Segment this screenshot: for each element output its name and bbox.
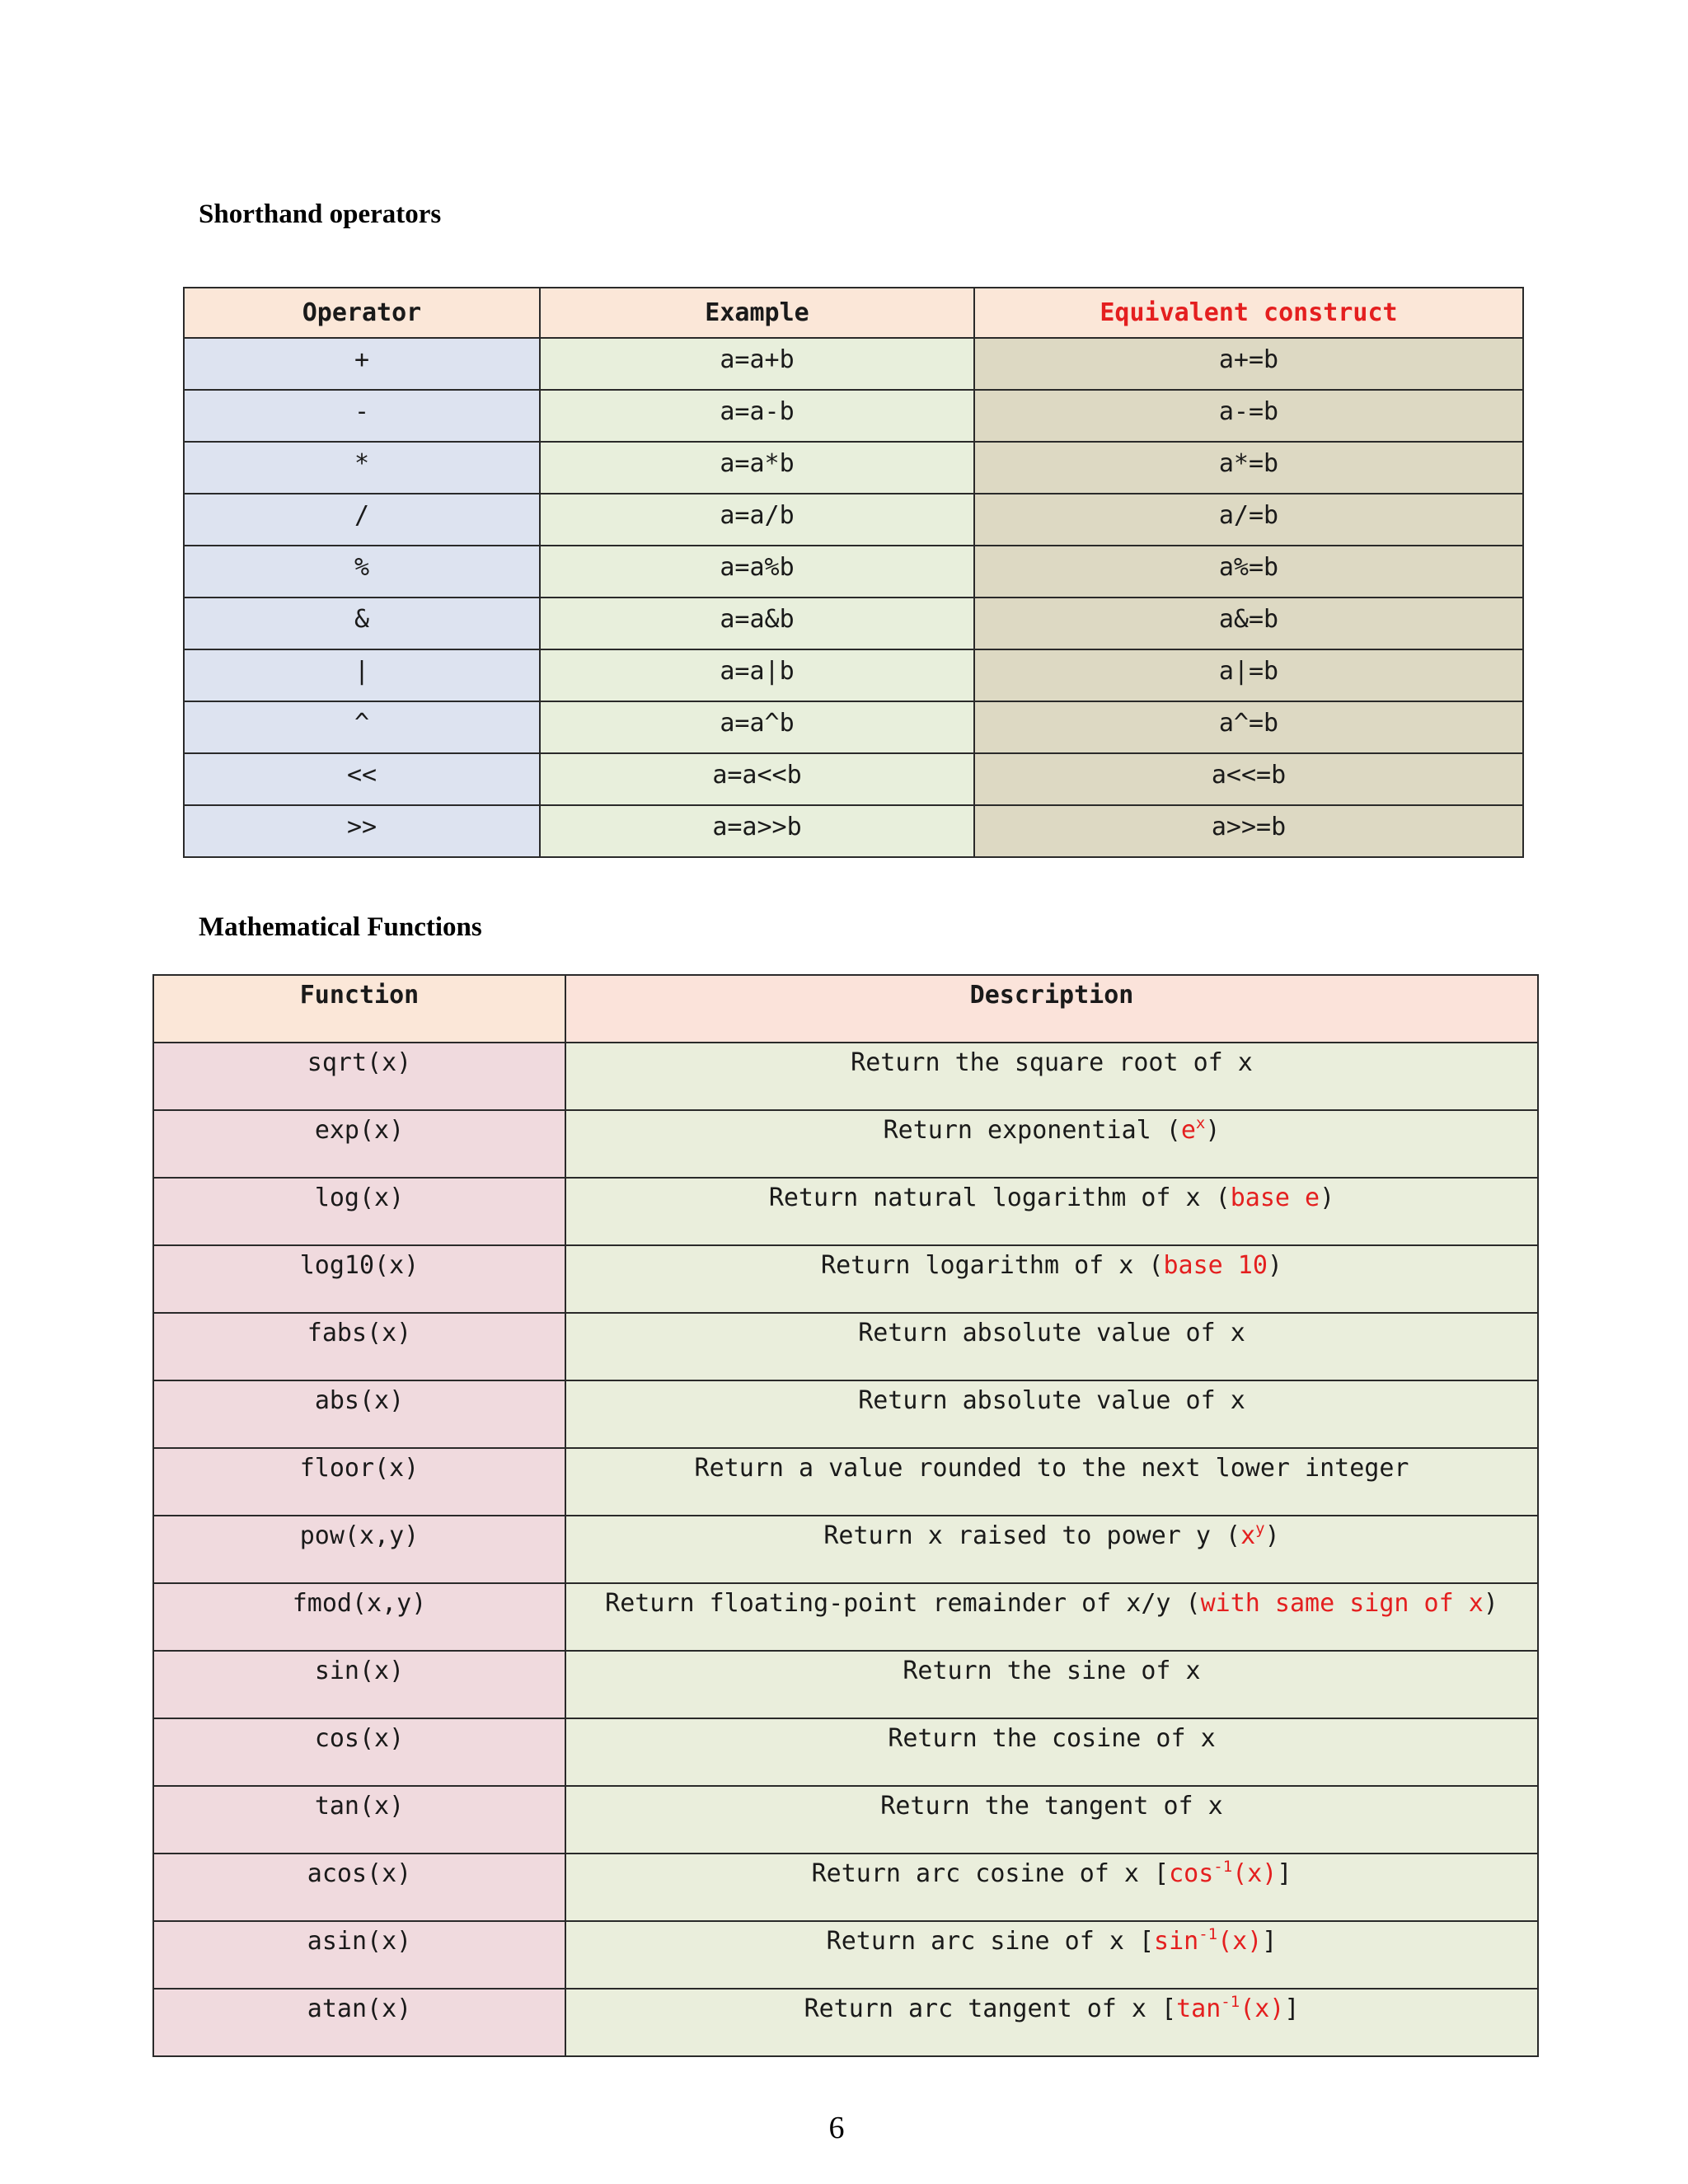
operator-cell: &: [184, 598, 540, 649]
example-cell: a=a&b: [540, 598, 974, 649]
description-cell: [565, 1718, 1538, 1786]
description-cell: [565, 1651, 1538, 1718]
description-cell: [565, 1583, 1538, 1651]
header-operator: Operator: [184, 288, 540, 338]
description-text: Return a value rounded to the next lower integer: [694, 1454, 1409, 1483]
description-text: ]: [1277, 1859, 1292, 1888]
operator-cell: +: [184, 338, 540, 390]
description-text: Return x raised to power y (: [823, 1521, 1241, 1550]
table-row: [153, 1380, 1538, 1448]
table-row: [153, 1786, 1538, 1854]
table-row: [153, 1178, 1538, 1245]
description-text: ): [1264, 1521, 1280, 1550]
table-header-row: [153, 975, 1538, 1043]
equivalent-cell: a-=b: [974, 390, 1523, 442]
description-cell: [565, 1921, 1538, 1989]
description-cell: [565, 1854, 1538, 1921]
table-row: [184, 390, 1523, 442]
example-cell: a=a-b: [540, 390, 974, 442]
description-text: Return the cosine of x: [888, 1724, 1216, 1753]
function-cell: sqrt(x): [153, 1043, 565, 1110]
example-cell: a=a%b: [540, 546, 974, 598]
table-row: [184, 442, 1523, 494]
function-cell: atan(x): [153, 1989, 565, 2056]
highlight-text: (x): [1217, 1927, 1263, 1956]
operator-cell: >>: [184, 805, 540, 857]
highlight-text: x: [1240, 1521, 1256, 1550]
description-cell: [565, 1043, 1538, 1110]
function-cell: floor(x): [153, 1448, 565, 1516]
function-cell: tan(x): [153, 1786, 565, 1854]
table-row: [153, 1313, 1538, 1380]
equivalent-cell: a%=b: [974, 546, 1523, 598]
header-description: Description: [565, 975, 1538, 1043]
description-cell: [565, 1989, 1538, 2056]
shorthand-operators-table: [183, 287, 1524, 858]
section-title-shorthand: Shorthand operators: [199, 199, 442, 229]
highlight-text: with same sign of x: [1200, 1589, 1484, 1618]
table-row: [153, 1583, 1538, 1651]
equivalent-cell: a*=b: [974, 442, 1523, 494]
function-cell: pow(x,y): [153, 1516, 565, 1583]
description-text: Return the square root of x: [851, 1048, 1253, 1077]
description-cell: [565, 1448, 1538, 1516]
function-cell: log10(x): [153, 1245, 565, 1313]
description-text: Return arc cosine of x [: [811, 1859, 1170, 1888]
function-cell: asin(x): [153, 1921, 565, 1989]
operator-cell: <<: [184, 753, 540, 805]
operator-cell: %: [184, 546, 540, 598]
function-cell: abs(x): [153, 1380, 565, 1448]
table-row: [153, 1718, 1538, 1786]
superscript-text: -1: [1198, 1925, 1218, 1943]
description-cell: [565, 1380, 1538, 1448]
description-cell: [565, 1178, 1538, 1245]
highlight-text: (x): [1240, 1994, 1285, 2023]
equivalent-cell: a/=b: [974, 494, 1523, 546]
function-cell: acos(x): [153, 1854, 565, 1921]
function-cell: exp(x): [153, 1110, 565, 1178]
description-text: Return natural logarithm of x (: [768, 1183, 1231, 1212]
equivalent-cell: a|=b: [974, 649, 1523, 701]
description-text: Return arc tangent of x [: [804, 1994, 1177, 2023]
operator-cell: /: [184, 494, 540, 546]
superscript-text: -1: [1213, 1858, 1233, 1876]
table-row: [153, 1651, 1538, 1718]
math-functions-table: [152, 974, 1539, 2057]
table-row: [184, 546, 1523, 598]
description-cell: [565, 1313, 1538, 1380]
table-row: [184, 701, 1523, 753]
highlight-text: e: [1180, 1116, 1196, 1145]
superscript-text: y: [1255, 1520, 1265, 1538]
table-row: [153, 1448, 1538, 1516]
highlight-text: base 10: [1163, 1251, 1268, 1280]
example-cell: a=a+b: [540, 338, 974, 390]
table-row: [153, 1245, 1538, 1313]
table-row: [184, 805, 1523, 857]
description-text: ): [1205, 1116, 1221, 1145]
example-cell: a=a*b: [540, 442, 974, 494]
equivalent-cell: a+=b: [974, 338, 1523, 390]
table-row: [184, 753, 1523, 805]
superscript-text: -1: [1221, 1993, 1240, 2011]
equivalent-cell: a&=b: [974, 598, 1523, 649]
equivalent-cell: a<<=b: [974, 753, 1523, 805]
description-text: Return absolute value of x: [858, 1319, 1245, 1347]
description-text: Return floating-point remainder of x/y (: [605, 1589, 1201, 1618]
header-equivalent-construct: Equivalent construct: [974, 288, 1523, 338]
example-cell: a=a^b: [540, 701, 974, 753]
description-text: Return the sine of x: [903, 1657, 1201, 1685]
operator-cell: ^: [184, 701, 540, 753]
highlight-text: (x): [1232, 1859, 1278, 1888]
function-cell: sin(x): [153, 1651, 565, 1718]
function-cell: log(x): [153, 1178, 565, 1245]
example-cell: a=a|b: [540, 649, 974, 701]
table-header-row: [184, 288, 1523, 338]
table-row: [184, 649, 1523, 701]
description-cell: [565, 1110, 1538, 1178]
description-text: Return exponential (: [883, 1116, 1181, 1145]
table-row: [184, 338, 1523, 390]
table-row: [153, 1989, 1538, 2056]
description-text: ): [1483, 1589, 1498, 1618]
operator-cell: |: [184, 649, 540, 701]
description-text: Return the tangent of x: [880, 1792, 1223, 1821]
table-row: [153, 1516, 1538, 1583]
equivalent-cell: a^=b: [974, 701, 1523, 753]
highlight-text: cos: [1169, 1859, 1214, 1888]
header-example: Example: [540, 288, 974, 338]
example-cell: a=a/b: [540, 494, 974, 546]
table-row: [153, 1110, 1538, 1178]
example-cell: a=a<<b: [540, 753, 974, 805]
description-text: Return arc sine of x [: [826, 1927, 1155, 1956]
table-row: [153, 1043, 1538, 1110]
operator-cell: -: [184, 390, 540, 442]
description-text: ): [1267, 1251, 1282, 1280]
page-number: 6: [828, 2111, 845, 2145]
equivalent-cell: a>>=b: [974, 805, 1523, 857]
operator-cell: *: [184, 442, 540, 494]
description-text: Return absolute value of x: [858, 1386, 1245, 1415]
description-text: ): [1320, 1183, 1335, 1212]
description-cell: [565, 1516, 1538, 1583]
table-row: [184, 598, 1523, 649]
table-row: [153, 1854, 1538, 1921]
highlight-text: base e: [1230, 1183, 1320, 1212]
highlight-text: sin: [1154, 1927, 1199, 1956]
description-text: ]: [1262, 1927, 1278, 1956]
header-function: Function: [153, 975, 565, 1043]
description-cell: [565, 1786, 1538, 1854]
table-row: [184, 494, 1523, 546]
function-cell: fabs(x): [153, 1313, 565, 1380]
example-cell: a=a>>b: [540, 805, 974, 857]
table-row: [153, 1921, 1538, 1989]
superscript-text: x: [1195, 1114, 1206, 1132]
function-cell: cos(x): [153, 1718, 565, 1786]
description-text: ]: [1284, 1994, 1300, 2023]
section-title-math: Mathematical Functions: [199, 912, 482, 942]
highlight-text: tan: [1176, 1994, 1221, 2023]
description-text: Return logarithm of x (: [821, 1251, 1164, 1280]
function-cell: fmod(x,y): [153, 1583, 565, 1651]
description-cell: [565, 1245, 1538, 1313]
